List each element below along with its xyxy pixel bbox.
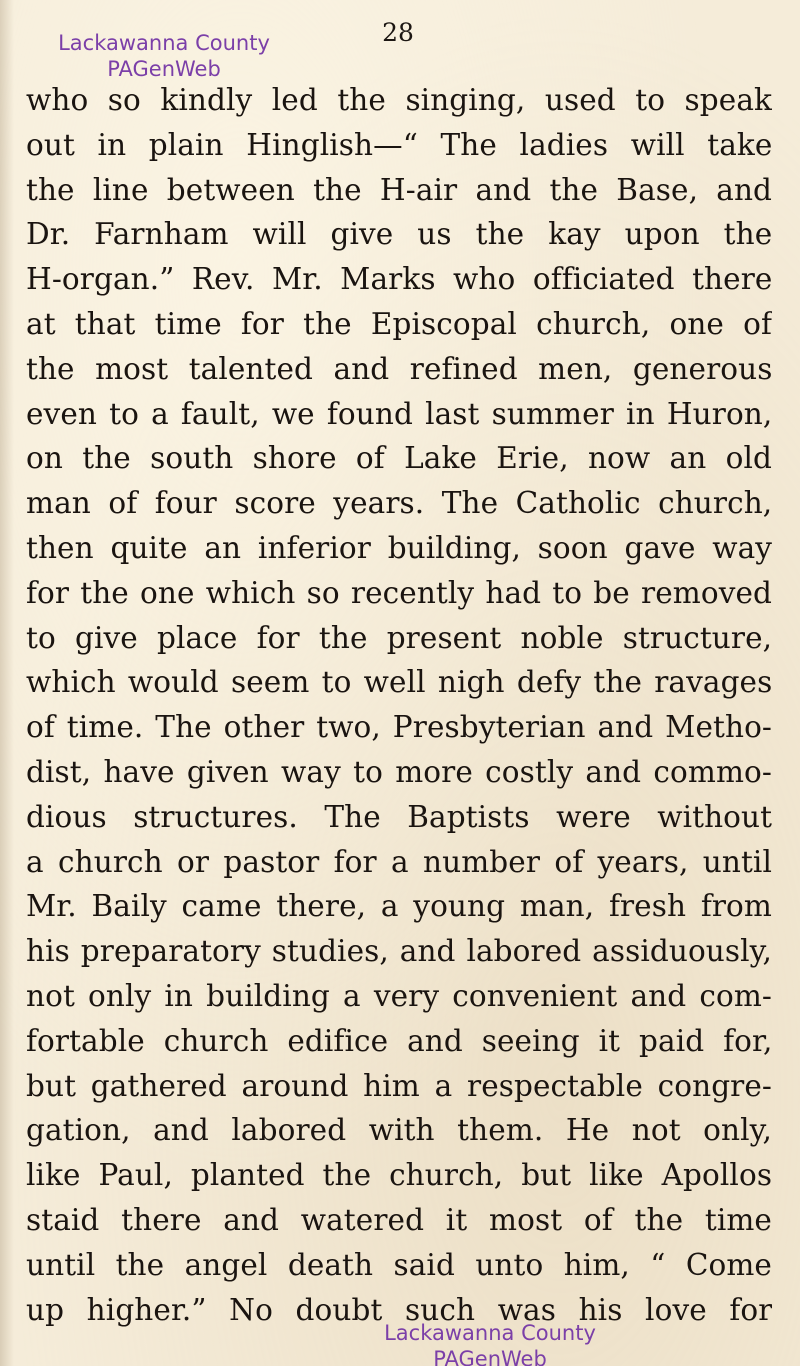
watermark-bottom [350,1320,630,1366]
text-line: Dr. Farnham will give us the kay upon the [26,217,772,252]
watermark-bottom-line-1: Lackawanna County [384,1321,596,1345]
text-line: until the angel death said unto him, “ Come [26,1247,772,1282]
body-text [26,78,772,1332]
text-line: at that time for the Episcopal church, one of [26,306,772,341]
text-line: Mr. Baily came there, a young man, fresh from [26,889,772,924]
page-gutter-shadow [0,0,14,1366]
text-line: which would seem to well nigh defy the ravages [26,665,772,700]
text-line: the most talented and refined men, generous [26,351,772,386]
text-line: fortable church edifice and seeing it paid for, [26,1023,772,1058]
text-line: dist, have given way to more costly and commo- [26,754,772,789]
text-line: up higher.” No doubt such was his love for [26,1292,772,1327]
text-line: dious structures. The Baptists were without [26,799,772,834]
text-line: who so kindly led the singing, used to speak [26,83,772,117]
text-line: H-organ.” Rev. Mr. Marks who officiated there [26,262,772,297]
watermark-bottom-line-2: PAGenWeb [433,1347,547,1366]
text-line: the line between the H-air and the Base, and [26,172,772,207]
text-line: staid there and watered it most of the time [26,1202,772,1237]
watermark-top-line-1: Lackawanna County [58,31,270,55]
watermark-top [28,30,300,82]
text-line: for the one which so recently had to be removed [26,575,772,610]
text-line: on the south shore of Lake Erie, now an old [26,441,772,476]
text-line: not only in building a very convenient and com- [26,978,772,1013]
text-line: but gathered around him a respectable congre- [26,1068,772,1103]
text-line: a church or pastor for a number of years, until [26,844,772,879]
text-line: out in plain Hinglish—“ The ladies will take [26,127,772,162]
text-line: then quite an inferior building, soon gave way [26,530,772,565]
text-line: like Paul, planted the church, but like Apollos [26,1158,772,1193]
text-line: his preparatory studies, and labored assiduously, [26,934,772,969]
text-line: gation, and labored with them. He not only, [26,1113,772,1148]
watermark-top-line-2: PAGenWeb [107,57,221,81]
text-line: to give place for the present noble structure, [26,620,772,655]
page-number: 28 [382,18,414,47]
text-line: of time. The other two, Presbyterian and Metho- [26,710,772,745]
text-line: even to a fault, we found last summer in Huron, [26,396,772,431]
text-line: man of four score years. The Catholic church, [26,486,772,521]
